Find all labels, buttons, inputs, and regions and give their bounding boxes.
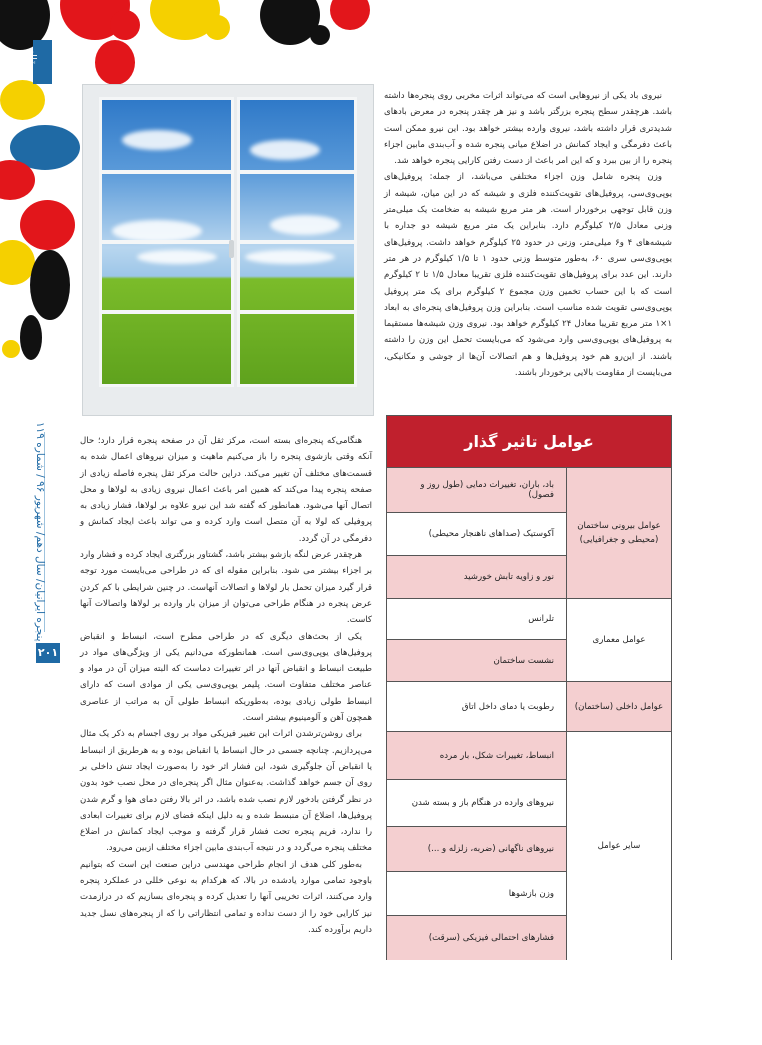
table-category: عوامل داخلی (ساختمان) [566,681,671,731]
table-item: فشارهای احتمالی فیزیکی (سرقت) [387,915,566,960]
window-handle-icon [229,240,234,258]
section-tab-label: مقاله [26,48,38,71]
section-tab [26,40,52,84]
table-item: انبساط، تغییرات شکل، بار مرده [387,731,566,779]
page-number: ۲۰۱ [36,643,60,663]
table-category: عوامل بیرونی ساختمان (محیطی و جغرافیایی) [566,467,671,598]
table-item: آکوستیک (صداهای ناهنجار محیطی) [387,512,566,555]
influencing-factors-table [386,415,672,960]
paragraph: هرچقدر عرض لنگه بازشو بیشتر باشد، گشتاور بزرگتری ایجاد کرده و فشار وارد بر اجزاء بیشتر می شود. بنابراین مقوله ای که در طراحی می‌بایست مورد توجه قرار گیرد میزان تحمل بار لولاها و اتصالات آنهاست. در چنین شرایطی با کم کردن عرض پنجره در هنگام طراحی می‌توان از میزان بار وارده بر لولاها واتصالات آنها کاست. [80,550,372,626]
table-item: نیروهای وارده در هنگام باز و بسته شدن [387,779,566,826]
paragraph: وزن پنجره شامل وزن اجزاء مختلفی می‌باشد، از جمله: پروفیل‌های یوپی‌وی‌سی، پروفیل‌های تقویت‌کننده فلزی و شیشه که در این میان، شیشه از وزن قابل توجهی برخوردار است. هر متر مربع شیشه به ضخامت یک میلی‌متر وزنی معادل ۲/۵ کیلوگرم دارد. بنابراین یک متر مربع شیشه دو جداره با شیشه‌های ۴ و۶ میلی‌متر، وزنی در حدود ۲۵ کیلوگرم خواهد داشت. پروفیل‌های یوپی‌وی‌سی سری ۶۰، به‌طور متوسط وزنی حدود ۱ تا ۱/۵ کیلوگرم در هر متر دارند. این عدد برای پروفیل‌های تقویت‌کننده فلزی تقریبا معادل ۱/۵ تا ۲ کیلوگرم است که با این حساب تخمین وزن مجموع ۲ کیلوگرم برای یک متر پروفیل یوپی‌وی‌سی تقویت شده مناسب است. بنابراین وزن پروفیل‌های پنجره‌ای به ابعاد ۱×۱ متر مربع تقریبا معادل ۲۴ کیلوگرم خواهد بود. نیروی وزن شیشه‌ها مستقیما به پروفیل‌های یوپی‌وی‌سی وارد می‌شود که می‌بایست تحمل این وزن را داشته باشند. از این‌رو هم خود پروفیل‌ها و هم اتصالات آن‌ها از جوشی و مکانیکی، می‌بایست از مقاومت بالایی برخوردار باشند. [384,172,673,379]
paragraph: برای روشن‌ترشدن اثرات این تغییر فیزیکی مواد بر روی اجسام به ذکر یک مثال می‌پردازیم. چنانچه جسمی در حال انبساط یا انقباض بوده و به هرطریق از انبساط یا انقباض آن جلوگیری شود، این فشار اثر خود را به‌صورت ایجاد تنش داخلی بر روی آن جسم خواهد گذاشت. به‌عنوان مثال اگر پنجره‌ای در محل نصب خود بدون در نظر گرفتن بادخور لازم نصب شده باشد، در اثر بالا رفتن دمای هوا و گرم شدن پروفیل‌ها، اضلاع آن منبسط شده و به دلیل اینکه فضای لازم برای تغییرات ابعادی را ندارد، فریم پنجره تحت فشار قرار گرفته و موجب ایجاد کمانش در اضلاع مختلف پنجره می‌گردد و در نتیجه آب‌بندی مابین اجزاء مختلف ازبین می‌رود. [80,729,372,854]
table-category: عوامل معماری [566,598,671,681]
table-item: رطوبت یا دمای داخل اتاق [387,681,566,731]
table-category: سایر عوامل [566,731,671,960]
table-item: نیروهای ناگهانی (ضربه، زلزله و ...) [387,826,566,871]
article-right-column [384,88,672,381]
table-item: نشست ساختمان [387,639,566,681]
table-title: عوامل تاثیر گذار [387,416,671,467]
table-item: نور و زاویه تابش خورشید [387,555,566,598]
table-item: وزن بازشوها [387,871,566,915]
magazine-issue-info [10,420,70,640]
table-item: باد، باران، تغییرات دمایی (طول روز و فصول) [387,467,566,512]
paragraph: به‌طور کلی هدف از انجام طراحی مهندسی دراین صنعت این است که بتوانیم باوجود تمامی موارد یادشده در بالا، که هرکدام به نوعی خللی در عملکرد پنجره وارد می‌کنند، اثرات تخریبی آنها را تعدیل کرده و پنجره‌ای بسازیم که در درازمدت نیز کارایی خود را از دست نداده و تمامی انتظاراتی را که از پنجره‌های نسل جدید داریم برآورده کند. [80,859,372,935]
paragraph: هنگامی‌که پنجره‌ای بسته است، مرکز ثقل آن در صفحه پنجره قرار دارد؛ حال آنکه وقتی بازشوی پنجره را باز می‌کنیم ماهیت و میزان نیروهای اعمال شده به قسمت‌های مختلف آن تغییر می‌کند. دراین حالت مرکز ثقل پنجره فاصله زیادی از صفحه پنجره پیدا می‌کند که همین امر باعث اعمال نیروی زیادی به لولاها و محل اتصال آنها می‌شود. همانطور که گفته شد این نیرو علاوه بر لولاها، فشار زیادی به پروفیلی که لولا به آن متصل است وارد کرده و می تواند باعث ایجاد کمانش و دفرمگی در آن گردد. [80,436,372,544]
magazine-issue-label: پنجره ایرانیان/ سال دهم/ شهریور ۹۶ / شماره ۱۱۹ [34,422,46,642]
window-sky-grass-photo [82,84,374,416]
table-item: تلرانس [387,598,566,639]
paragraph: یکی از بحث‌های دیگری که در طراحی مطرح است، انبساط و انقباض پروفیل‌های یوپی‌وی‌سی است. همانطورکه می‌دانیم یکی از ویژگی‌های مواد در طبیعت انبساط و انقباض آنها در اثر تغییرات دماست که البته میزان آن در مواد و عناصر مختلف متفاوت است. پلیمر یوپی‌وی‌سی یکی از موادی است که دارای انبساط طولی زیادی بوده، به‌طوریکه انبساط طولی آن به مراتب از عناصری همچون آهن و آلومینیوم بیشتر است. [80,631,372,724]
article-left-column [80,433,372,938]
paragraph: نیروی باد یکی از نیروهایی است که می‌تواند اثرات مخربی روی پنجره‌ها داشته باشد. هرچقدر سطح پنجره بزرگتر باشد و نیز هر چقدر پنجره در معرض بادهای شدیدتری قرار داشته باشد، نیروی وارده بیشتر خواهد بود. این نیرو ممکن است باعث دفرمگی و ایجاد کمانش در اضلاع میانی پنجره شده و آب‌بندی مابین اجزاء پنجره را از بین ببرد و که این امر باعث از دست رفتن کارایی پنجره خواهد شد. [384,91,672,167]
